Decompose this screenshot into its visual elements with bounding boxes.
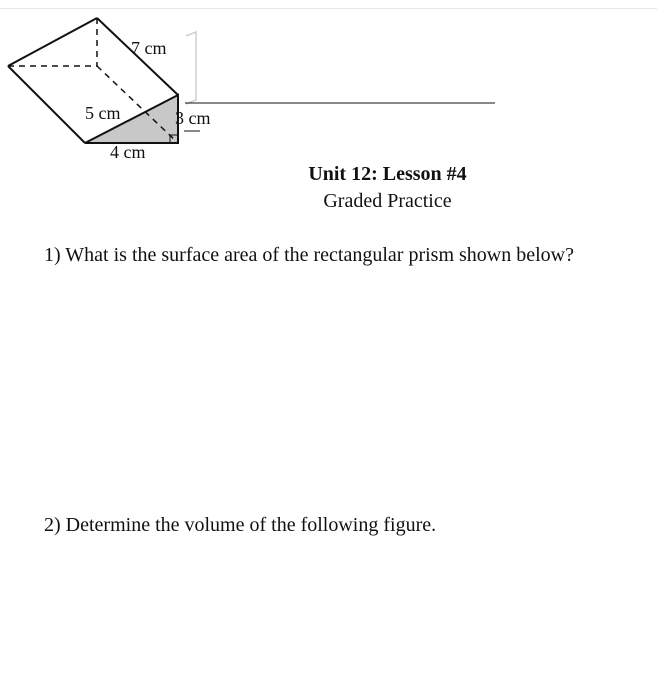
lesson-title: Unit 12: Lesson #4 (308, 163, 467, 185)
slant-label: 5 cm (85, 103, 121, 123)
height-label: 3 cm (175, 108, 211, 128)
base-label: 4 cm (110, 142, 146, 162)
prism-top-left-edge (8, 18, 97, 66)
triangular-prism-figure (0, 0, 657, 180)
prism-bottom-left-edge (8, 66, 85, 143)
length-label: 7 cm (131, 38, 167, 58)
question-1: 1) What is the surface area of the rectangular prism shown below? (44, 244, 574, 266)
lesson-subtitle: Graded Practice (323, 190, 452, 212)
question-2: 2) Determine the volume of the following figure. (44, 514, 437, 536)
length-bracket (186, 32, 196, 104)
